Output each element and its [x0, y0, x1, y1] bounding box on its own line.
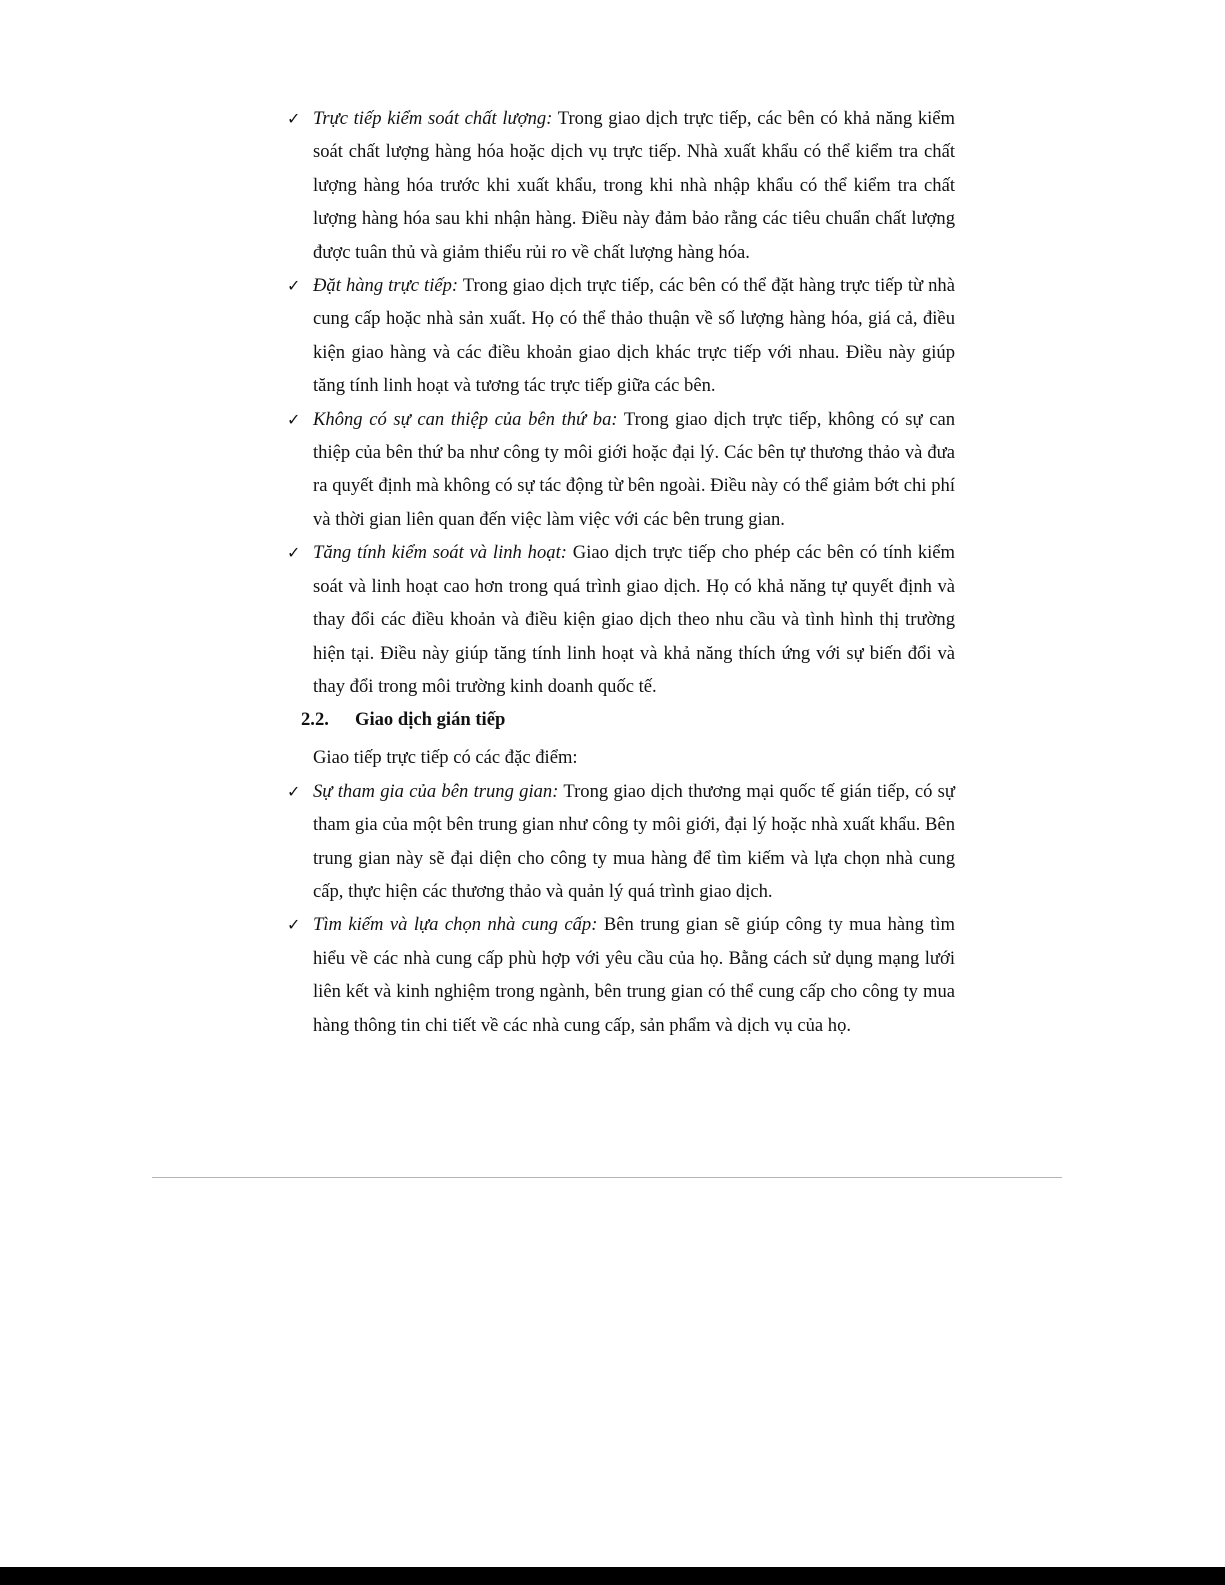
bullet-text: Trong giao dịch trực tiếp, các bên có thể đặt hàng trực tiếp từ nhà cung cấp hoặc nhà sản xuất. Họ có thể thảo thuận về số lượng hàng hóa, giá cả, điều kiện giao hàng và các điều khoản giao dịch khác trực tiếp với nhau. Điều này giúp tăng tính linh hoạt và tương tác trực tiếp giữa các bên. — [313, 275, 955, 397]
section-intro: Giao tiếp trực tiếp có các đặc điểm: — [313, 747, 578, 769]
section-number: 2.2. — [301, 709, 329, 731]
bullet-lead: Tìm kiếm và lựa chọn nhà cung cấp: — [313, 914, 598, 936]
bullet-item — [287, 536, 955, 703]
checkmark-icon: ✓ — [287, 543, 301, 563]
bullet-lead: Sự tham gia của bên trung gian: — [313, 780, 559, 802]
bullet-text: Giao dịch trực tiếp cho phép các bên có tính kiểm soát và linh hoạt cao hơn trong quá trình giao dịch. Họ có khả năng tự quyết định và thay đổi các điều khoản và điều kiện giao dịch theo nhu cầu và tình hình thị trường hiện tại. Điều này giúp tăng tính linh hoạt và khả năng thích ứng với sự biến đổi và thay đổi trong môi trường kinh doanh quốc tế. — [313, 542, 955, 697]
checkmark-icon: ✓ — [287, 276, 301, 296]
section-heading — [287, 703, 955, 735]
bullet-text: Trong giao dịch thương mại quốc tế gián tiếp, có sự tham gia của một bên trung gian như công ty môi giới, đại lý hoặc nhà xuất khẩu. Bên trung gian này sẽ đại diện cho công ty mua hàng để tìm kiếm và lựa chọn nhà cung cấp, thực hiện các thương thảo và quản lý quá trình giao dịch. — [313, 780, 955, 902]
checkmark-icon: ✓ — [287, 915, 301, 935]
bullet-lead: Trực tiếp kiểm soát chất lượng: — [313, 108, 553, 129]
bullet-lead: Đặt hàng trực tiếp: — [313, 275, 459, 297]
bullet-item — [287, 775, 955, 909]
checkmark-icon: ✓ — [287, 409, 301, 429]
bullet-item — [287, 269, 955, 403]
bullet-lead: Tăng tính kiểm soát và linh hoạt: — [313, 542, 567, 564]
footer-separator — [152, 1177, 1062, 1178]
section-title: Giao dịch gián tiếp — [355, 709, 506, 731]
bullet-lead: Không có sự can thiệp của bên thứ ba: — [313, 408, 618, 430]
checkmark-icon: ✓ — [287, 781, 301, 801]
bullet-text: Trong giao dịch trực tiếp, không có sự can thiệp của bên thứ ba như công ty môi giới hoặc đại lý. Các bên tự thương thảo và đưa ra quyết định mà không có sự tác động từ bên ngoài. Điều này có thể giảm bớt chi phí và thời gian liên quan đến việc làm việc với các bên trung gian. — [313, 408, 955, 530]
bullet-item — [287, 908, 955, 1042]
bullet-text: Trong giao dịch trực tiếp, các bên có khả năng kiểm soát chất lượng hàng hóa hoặc dịch vụ trực tiếp. Nhà xuất khẩu có thể kiểm tra chất lượng hàng hóa trước khi xuất khẩu, trong khi nhà nhập khẩu có thể kiểm tra chất lượng hàng hóa sau khi nhận hàng. Điều này đảm bảo rằng các tiêu chuẩn chất lượng được tuân thủ và giảm thiểu rủi ro về chất lượng hàng hóa. — [313, 108, 955, 263]
bullet-item — [287, 102, 955, 269]
bullet-text: Bên trung gian sẽ giúp công ty mua hàng tìm hiểu về các nhà cung cấp phù hợp với yêu cầu của họ. Bằng cách sử dụng mạng lưới liên kết và kinh nghiệm trong ngành, bên trung gian có thể cung cấp cho công ty mua hàng thông tin chi tiết về các nhà cung cấp, sản phẩm và dịch vụ của họ. — [313, 914, 955, 1036]
document-body — [287, 102, 955, 1042]
checkmark-icon: ✓ — [287, 109, 301, 128]
page-bottom-border — [0, 1567, 1225, 1585]
bullet-item — [287, 403, 955, 537]
